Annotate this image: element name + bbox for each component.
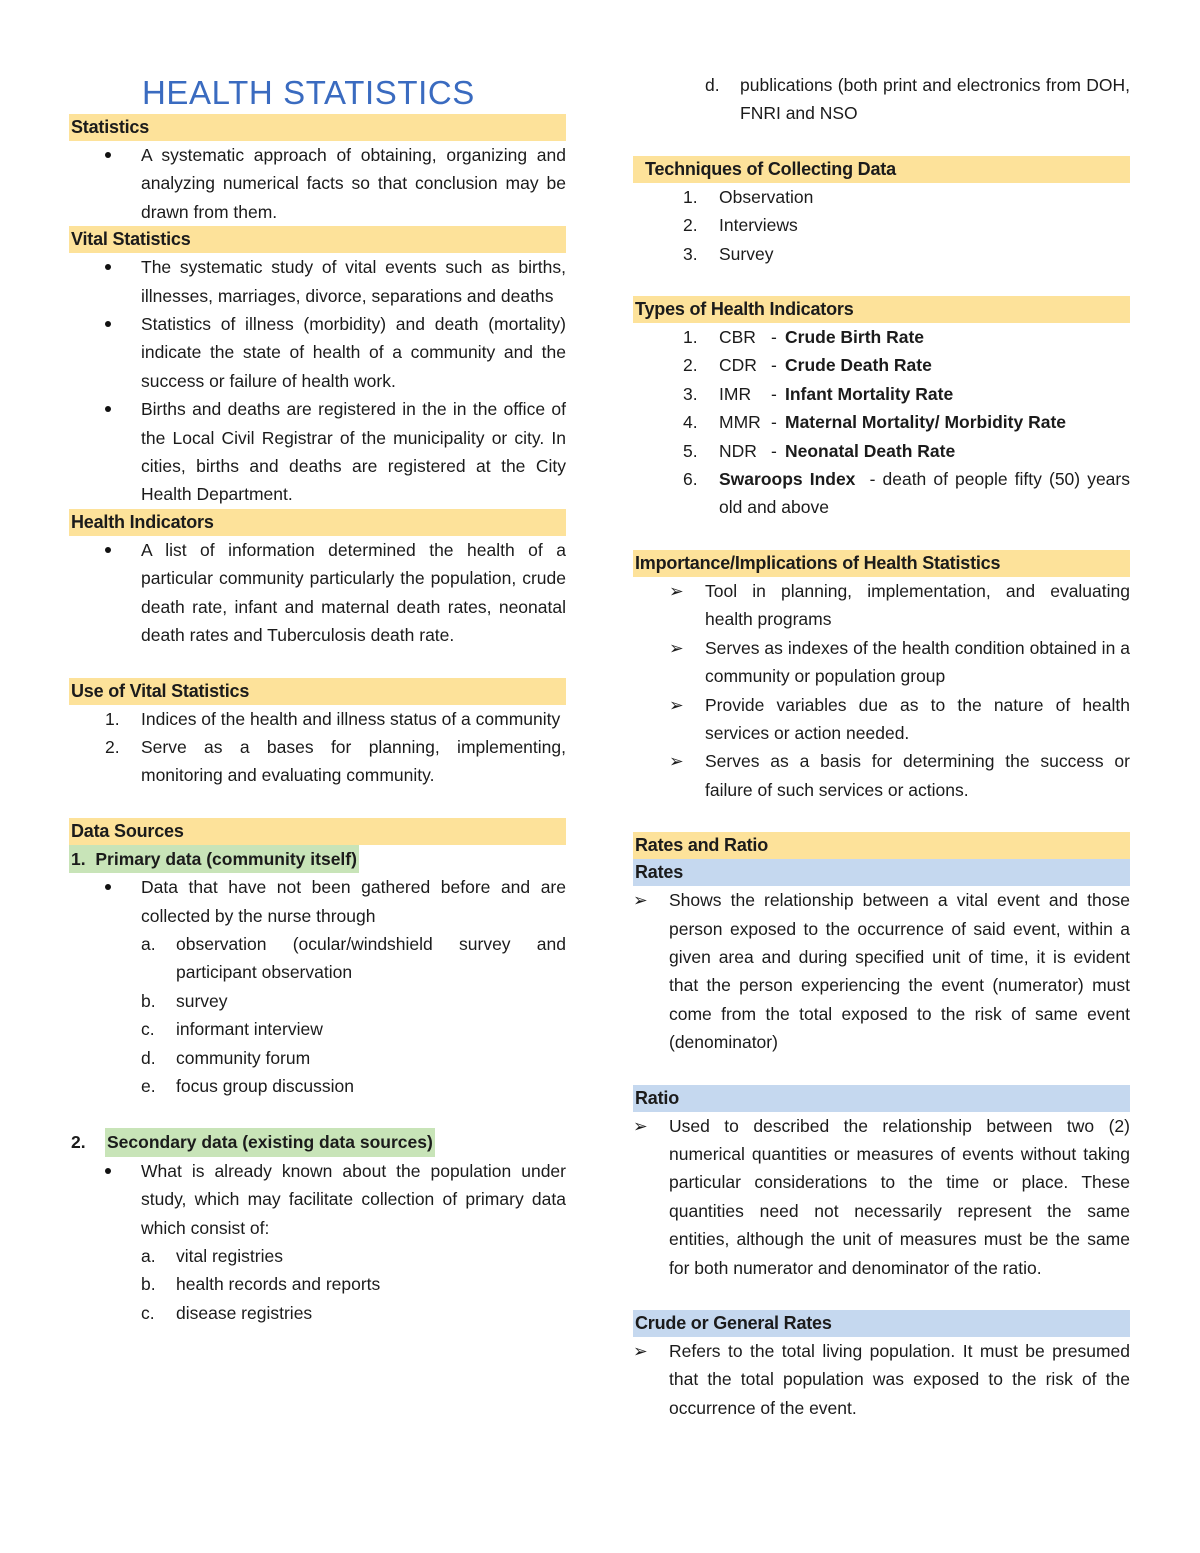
item-number: 5. [683, 440, 698, 461]
list-item [69, 1270, 566, 1298]
item-number: 6. [683, 469, 698, 490]
item-number: 4. [683, 412, 698, 433]
list-item: ➢ Refers to the total living population. It must be presumed that the total population was exposed to the risk of the occurrence of the event. [633, 1337, 1130, 1422]
secondary-data-sublist [69, 1242, 566, 1327]
item-letter: a. [141, 933, 156, 954]
types-list [633, 323, 1130, 522]
list-item [69, 733, 566, 790]
ratio-list [633, 1112, 1130, 1282]
item-name: Neonatal Death Rate [785, 440, 956, 461]
secondary-data-label: Secondary data (existing data sources) [105, 1128, 435, 1156]
list-item [633, 183, 1130, 211]
right-column [633, 71, 1130, 1422]
item-abbreviation: CBR [719, 327, 756, 348]
heading-types-of-health-indicators: Types of Health Indicators [633, 296, 1130, 323]
list-item: 5. NDR - Neonatal Death Rate [633, 437, 1130, 465]
item-text: survey [176, 990, 228, 1011]
crude-rates-list [633, 1337, 1130, 1422]
secondary-data-heading [69, 1128, 566, 1156]
primary-number: 1. [71, 848, 86, 869]
item-abbreviation: CDR [719, 355, 757, 376]
continued-publications-item [633, 71, 1130, 128]
primary-data-label [69, 845, 359, 873]
item-text: death of people fifty (50) years old and above [719, 469, 1130, 518]
item-letter: d. [141, 1047, 156, 1068]
item-number: 1. [105, 708, 120, 729]
heading-rates: Rates [633, 859, 1130, 886]
item-letter: a. [141, 1246, 156, 1266]
list-item [69, 1242, 566, 1270]
secondary-data-list [69, 1157, 566, 1242]
primary-data-heading [69, 845, 566, 873]
item-text: Interviews [719, 215, 798, 236]
primary-data-sublist [69, 930, 566, 1100]
rates-list [633, 886, 1130, 1056]
list-item: 6. Swaroops Index - death of people fifty (50) years old and above [633, 465, 1130, 522]
item-letter: e. [141, 1075, 156, 1096]
heading-techniques: Techniques of Collecting Data [633, 156, 1130, 183]
list-item: 1. CBR - Crude Birth Rate [633, 323, 1130, 351]
item-abbreviation: NDR [719, 440, 757, 461]
item-text: informant interview [176, 1019, 323, 1040]
list-item: Births and deaths are registered in the in the office of the Local Civil Registrar of the municipality or city. In cities, births and deaths are registered at the City Health Department. [69, 395, 566, 509]
vital-statistics-list [69, 253, 566, 509]
list-item [69, 930, 566, 987]
item-number: 1. [683, 327, 698, 348]
secondary-number: 2. [71, 1132, 86, 1153]
item-name: Maternal Mortality/ Morbidity Rate [785, 412, 1067, 433]
list-item [633, 211, 1130, 239]
item-letter: b. [141, 1274, 156, 1295]
item-number: 1. [683, 186, 698, 207]
list-item: What is already known about the population under study, which may facilitate collection of primary data which consist of: [69, 1157, 566, 1242]
list-item [69, 705, 566, 733]
list-item: ➢ Tool in planning, implementation, and evaluating health programs [633, 577, 1130, 634]
primary-label-text: Primary data (community itself) [95, 848, 357, 869]
health-indicators-list [69, 536, 566, 650]
item-text: publications (both print and electronics from DOH, FNRI and NSO [740, 75, 1130, 124]
list-item: The systematic study of vital events such as births, illnesses, marriages, divorce, separations and deaths [69, 253, 566, 310]
list-item: ➢ Serves as indexes of the health condition obtained in a community or population group [633, 634, 1130, 691]
item-number: 2. [683, 215, 698, 236]
list-item: ➢ Provide variables due as to the nature of health services or action needed. [633, 691, 1130, 748]
item-letter: c. [141, 1302, 155, 1323]
item-text: community forum [176, 1047, 311, 1068]
item-letter: b. [141, 990, 156, 1011]
list-item: 4. MMR - Maternal Mortality/ Morbidity Rate [633, 408, 1130, 436]
item-number: 3. [683, 243, 698, 264]
item-text: health records and reports [176, 1274, 381, 1295]
statistics-list [69, 141, 566, 226]
heading-crude-or-general-rates: Crude or General Rates [633, 1310, 1130, 1337]
list-item [69, 987, 566, 1015]
item-name: Crude Birth Rate [785, 327, 925, 348]
list-item [69, 1072, 566, 1100]
item-number: 2. [105, 736, 120, 757]
heading-rates-and-ratio: Rates and Ratio [633, 832, 1130, 859]
heading-importance: Importance/Implications of Health Statistics [633, 550, 1130, 577]
list-item: ➢ Serves as a basis for determining the success or failure of such services or actions. [633, 747, 1130, 804]
list-item [633, 240, 1130, 268]
item-name: Crude Death Rate [785, 355, 932, 376]
item-name: Swaroops Index [719, 469, 856, 490]
left-column [69, 68, 566, 1327]
item-number: 2. [683, 355, 698, 376]
list-item: A systematic approach of obtaining, organizing and analyzing numerical facts so that conclusion may be drawn from them. [69, 141, 566, 226]
importance-list [633, 577, 1130, 804]
heading-vital-statistics: Vital Statistics [69, 226, 566, 253]
techniques-list [633, 183, 1130, 268]
item-text: observation (ocular/windshield survey and participant observation [176, 933, 566, 983]
list-item: A list of information determined the health of a particular community particularly the population, crude death rate, infant and maternal death rates, neonatal death rates and Tuberculosis death rate. [69, 536, 566, 650]
item-text: Serve as a bases for planning, implementing, monitoring and evaluating community. [141, 736, 566, 786]
primary-data-list [69, 873, 566, 930]
item-text: Indices of the health and illness status of a community [141, 708, 561, 729]
heading-health-indicators: Health Indicators [69, 509, 566, 536]
list-item [69, 1015, 566, 1043]
list-item: ➢ Used to described the relationship between two (2) numerical quantities or measures of events without taking particular considerations to the time or place. These quantities need not necessarily represent the same entities, although the unit of measures must be the same for both numerator and denominator of the ratio. [633, 1112, 1130, 1282]
list-item: Data that have not been gathered before and are collected by the nurse through [69, 873, 566, 930]
item-letter: d. [705, 75, 720, 95]
list-item [69, 1044, 566, 1072]
list-item [69, 1299, 566, 1327]
item-text: disease registries [176, 1302, 313, 1323]
list-item: Statistics of illness (morbidity) and death (mortality) indicate the state of health of a community and the success or failure of health work. [69, 310, 566, 395]
list-item: 2. CDR - Crude Death Rate [633, 351, 1130, 379]
page-title: HEALTH STATISTICS [142, 74, 475, 111]
heading-data-sources: Data Sources [69, 818, 566, 845]
item-abbreviation: MMR [719, 412, 761, 433]
item-text: focus group discussion [176, 1075, 355, 1096]
item-name: Infant Mortality Rate [785, 383, 954, 404]
heading-use-of-vital-statistics: Use of Vital Statistics [69, 678, 566, 705]
item-abbreviation: IMR [719, 383, 752, 404]
heading-ratio: Ratio [633, 1085, 1130, 1112]
list-item: ➢ Shows the relationship between a vital event and those person exposed to the occurrence of said event, within a given area and during specified unit of time, it is evident that the person experiencing the event (numerator) must come from the total exposed to the risk of same event (denominator) [633, 886, 1130, 1056]
use-list [69, 705, 566, 790]
item-text: Survey [719, 243, 774, 264]
heading-statistics: Statistics [69, 114, 566, 141]
list-item: 3. IMR - Infant Mortality Rate [633, 380, 1130, 408]
item-number: 3. [683, 383, 698, 404]
item-text: Observation [719, 186, 814, 207]
item-text: vital registries [176, 1246, 283, 1266]
item-letter: c. [141, 1019, 155, 1040]
